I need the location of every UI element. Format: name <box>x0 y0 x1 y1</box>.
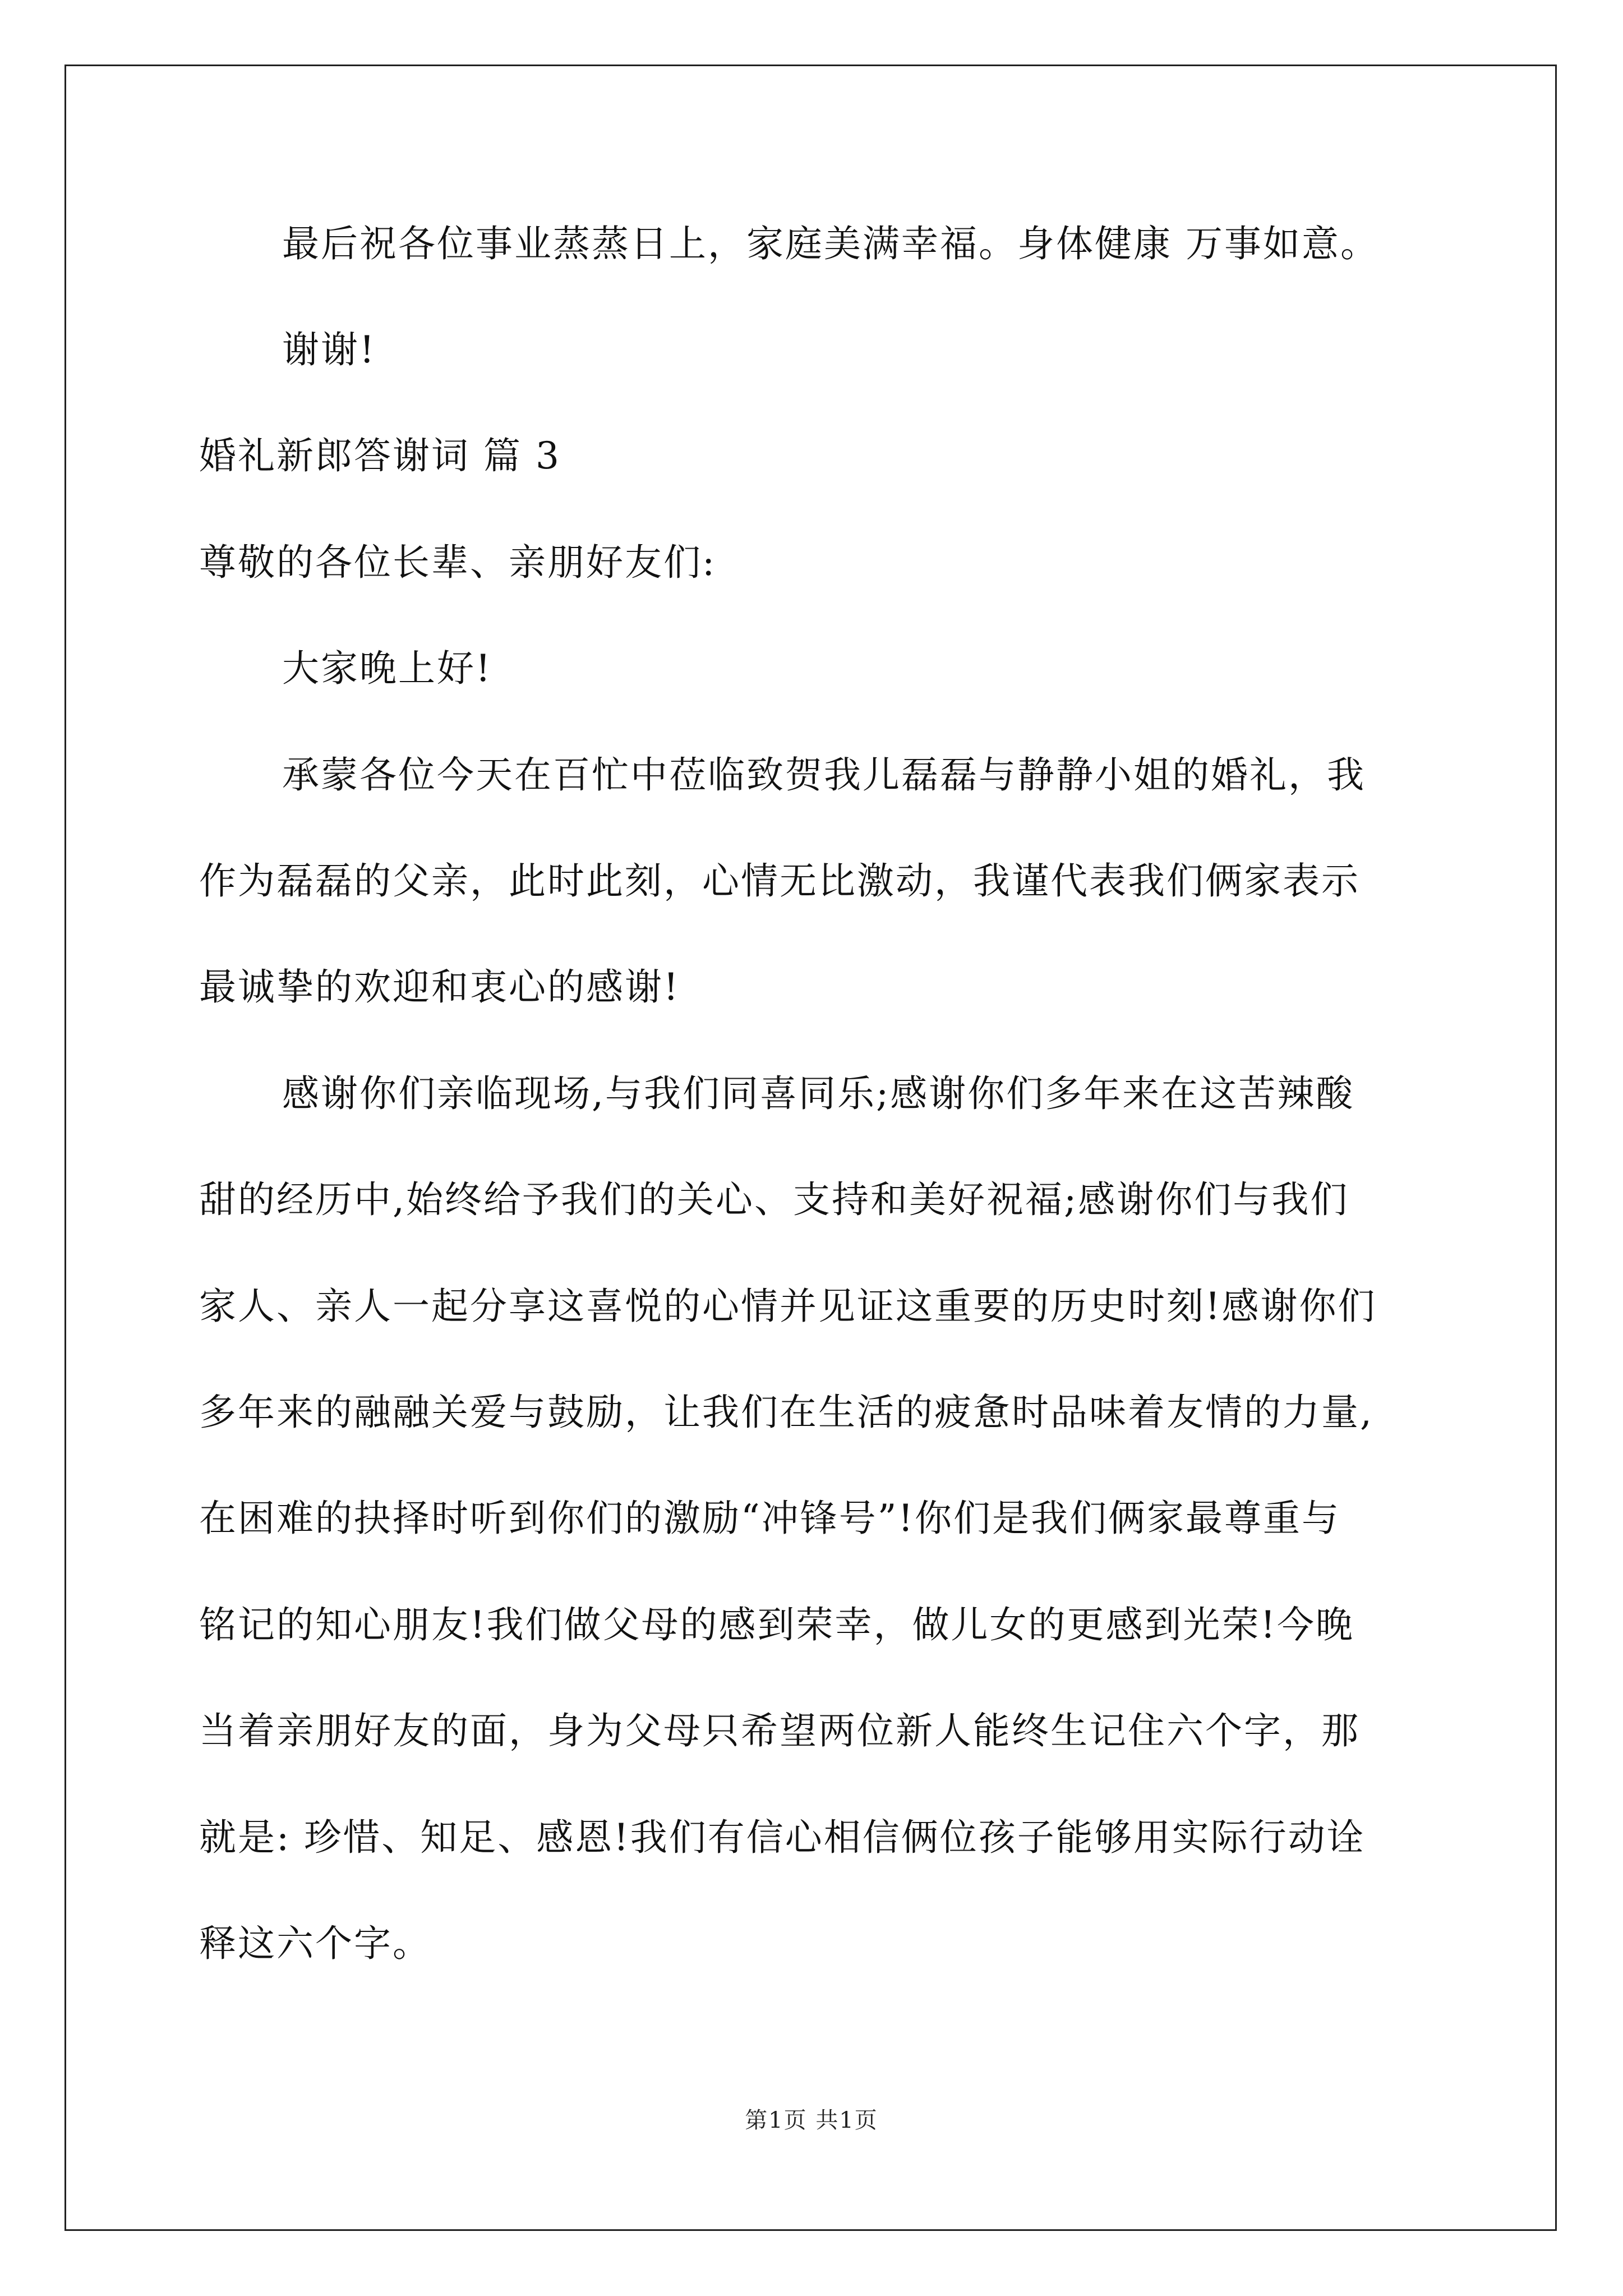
paragraph-line: 铭记的知心朋友!我们做父母的感到荣幸，做儿女的更感到光荣!今晚 <box>199 1603 1355 1646</box>
paragraph-line: 承蒙各位今天在百忙中莅临致贺我儿磊磊与静静小姐的婚礼，我 <box>282 753 1366 797</box>
page-footer: 第1页 共1页 <box>745 2108 878 2133</box>
paragraph-line: 作为磊磊的父亲，此时此刻，心情无比激动，我谨代表我们俩家表示 <box>199 859 1360 903</box>
paragraph-line: 最后祝各位事业蒸蒸日上，家庭美满幸福。身体健康 万事如意。 <box>282 222 1379 265</box>
salutation: 尊敬的各位长辈、亲朋好友们: <box>199 541 717 584</box>
greeting: 大家晚上好! <box>282 647 492 690</box>
paragraph-line: 当着亲朋好友的面，身为父母只希望两位新人能终生记住六个字，那 <box>199 1709 1360 1752</box>
paragraph-line: 多年来的融融关爱与鼓励，让我们在生活的疲惫时品味着友情的力量, <box>199 1391 1373 1434</box>
page-border <box>64 65 1557 2231</box>
paragraph-line: 家人、亲人一起分享这喜悦的心情并见证这重要的历史时刻!感谢你们 <box>199 1285 1377 1328</box>
paragraph-line: 在困难的抉择时听到你们的激励“冲锋号”!你们是我们俩家最尊重与 <box>199 1497 1341 1540</box>
paragraph-line: 感谢你们亲临现场,与我们同喜同乐;感谢你们多年来在这苦辣酸 <box>282 1072 1355 1115</box>
paragraph-line: 谢谢! <box>282 328 376 371</box>
paragraph-line: 释这六个字。 <box>199 1922 431 1965</box>
section-heading: 婚礼新郎答谢词 篇 3 <box>199 434 561 477</box>
paragraph-line: 甜的经历中,始终给予我们的关心、支持和美好祝福;感谢你们与我们 <box>199 1178 1349 1221</box>
paragraph-line: 最诚挚的欢迎和衷心的感谢! <box>199 965 680 1009</box>
paragraph-line: 就是: 珍惜、知足、感恩!我们有信心相信俩位孩子能够用实际行动诠 <box>199 1816 1366 1859</box>
